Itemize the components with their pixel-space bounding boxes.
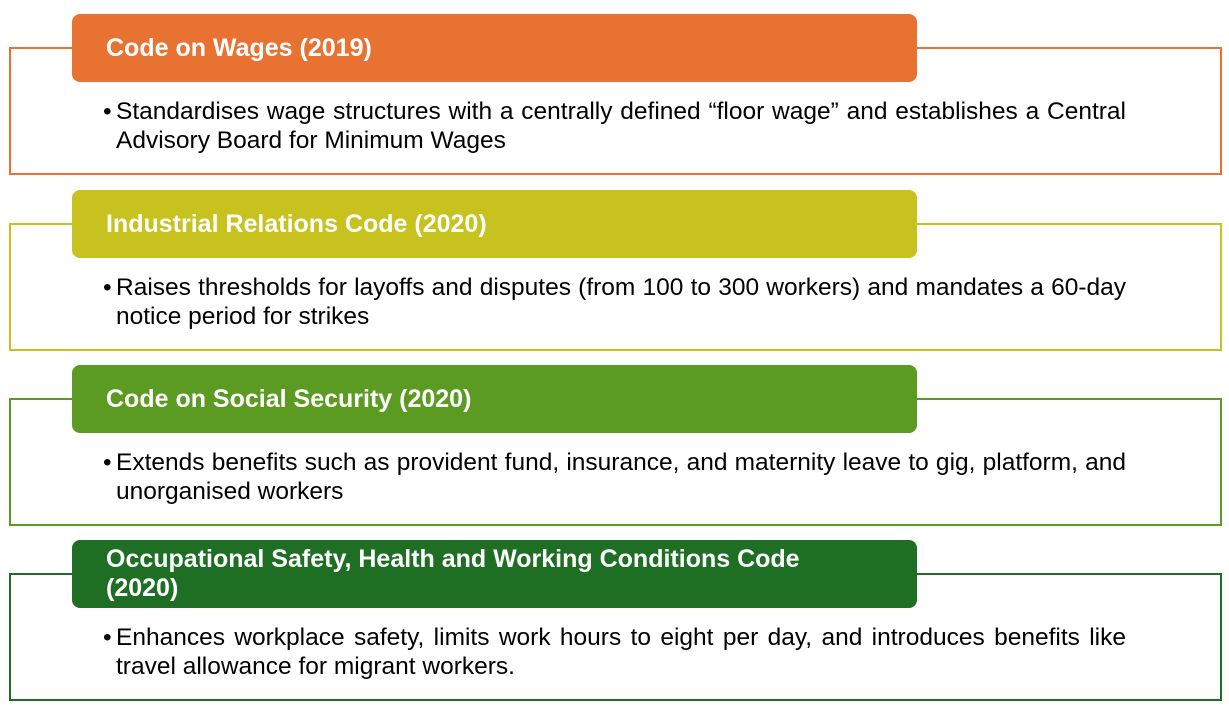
card-description xyxy=(103,273,1126,331)
card-header xyxy=(72,365,917,433)
card-title: Code on Social Security (2020) xyxy=(106,384,472,413)
bullet-icon: • xyxy=(103,98,112,125)
card-description xyxy=(103,448,1126,506)
card-description xyxy=(103,623,1126,681)
card-title: Occupational Safety, Health and Working Conditions Code (2020) xyxy=(106,545,800,602)
card-title: Industrial Relations Code (2020) xyxy=(106,209,487,238)
card-occupational-safety-code xyxy=(0,526,1229,702)
card-header xyxy=(72,190,917,258)
card-title: Code on Wages (2019) xyxy=(106,33,372,62)
card-code-on-wages xyxy=(0,0,1229,176)
bullet-icon: • xyxy=(103,624,112,651)
card-description-text: Enhances workplace safety, limits work hours to eight per day, and introduces benefits like travel allowance for migrant workers. xyxy=(116,624,1126,680)
card-description-text: Raises thresholds for layoffs and disputes (from 100 to 300 workers) and mandates a 60-day notice period for strikes xyxy=(116,274,1126,330)
card-header xyxy=(72,540,917,608)
card-code-on-social-security xyxy=(0,351,1229,527)
card-header xyxy=(72,14,917,82)
bullet-icon: • xyxy=(103,274,112,301)
card-description-text: Extends benefits such as provident fund, insurance, and maternity leave to gig, platform, and unorganised workers xyxy=(116,449,1126,505)
bullet-icon: • xyxy=(103,449,112,476)
card-industrial-relations-code xyxy=(0,176,1229,352)
card-description xyxy=(103,97,1126,155)
card-description-text: Standardises wage structures with a centrally defined “floor wage” and establishes a Central Advisory Board for Minimum Wages xyxy=(116,98,1126,154)
